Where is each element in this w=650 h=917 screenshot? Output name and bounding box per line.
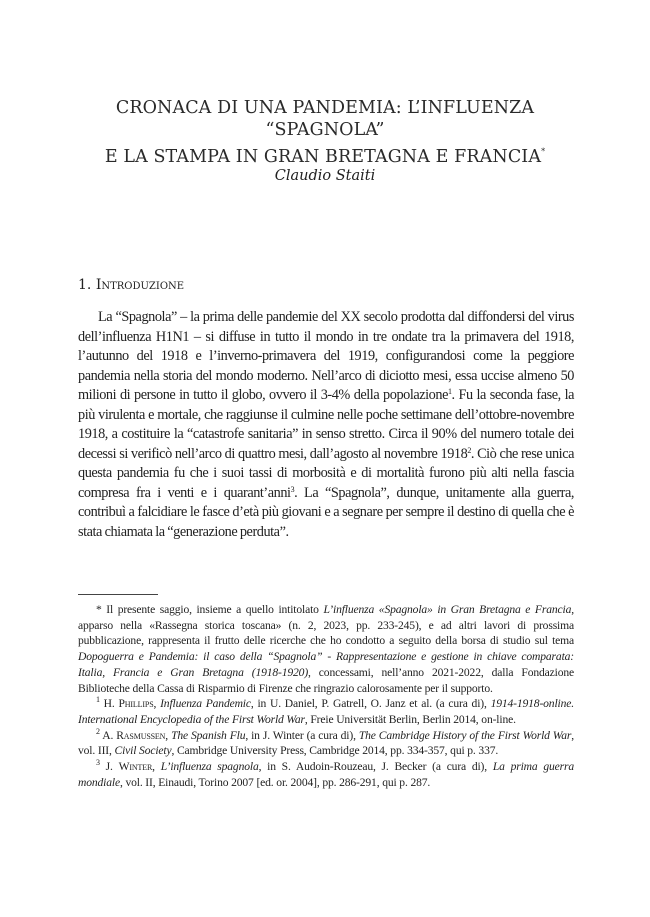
footnote-author: Winter	[118, 760, 153, 774]
footnote-2	[78, 728, 574, 759]
footnotes	[78, 602, 574, 790]
footnote-text: , vol. III,	[78, 728, 575, 758]
body-paragraph	[78, 308, 574, 542]
footnote-text: , Cambridge University Press, Cambridge 2014, pp. 334-357, qui p. 337.	[171, 744, 499, 758]
footnote-text: , in S. Audoin-Rouzeau, J. Becker (a cura di),	[258, 760, 493, 774]
title-line-1: CRONACA DI UNA PANDEMIA: L’INFLUENZA “SPAGNOLA”	[115, 98, 535, 140]
footnote-author: Rasmussen	[116, 728, 166, 742]
title-line-2: E LA STAMPA IN GRAN BRETAGNA E FRANCIA	[104, 147, 542, 167]
footnote-text: , in U. Daniel, P. Gatrell, O. Janz et al. (a cura di),	[250, 697, 491, 711]
body-text-2: . Fu la seconda fase, la più virulenta e mortale, che raggiunse il culmine nelle poche settimane dell’ottobre-novembre 1918, a costituire la “catastrofe sanitaria” in senso stretto. Circa il 90% del numero totale dei decessi si verificò nell’arco di quattro mesi, dall’agosto al novembre 1918	[78, 387, 574, 462]
title-footnote-mark[interactable]: *	[541, 147, 546, 156]
footnote-3	[78, 759, 574, 790]
footnote-italic: 1914-1918-online. International Encyclopedia of the First World War	[78, 697, 574, 726]
footnote-italic: The Spanish Flu	[171, 728, 246, 742]
footnote-text: ,	[153, 697, 161, 711]
footnote-text: A.	[99, 728, 117, 742]
footnote-text: , Freie Universität Berlin, Berlin 2014, on-line.	[304, 712, 516, 726]
body-text-4: . La “Spagnola”, dunque, unitamente alla guerra, contribuì a falcidiare le fasce d’età più giovani e a segnare per sempre il destino di quella che è stata chiamata la “generazione perduta”.	[78, 484, 574, 540]
footnote-italic: Influenza Pandemic	[160, 697, 251, 711]
footnote-text: ,	[152, 760, 161, 774]
footnote-text: , in J. Winter (a cura di),	[245, 728, 359, 742]
body-text-3: . Ciò che rese unica questa pandemia fu che i suoi tassi di morbosità e di mortalità furono più alti nella fascia compresa fra i venti e i quarant’anni	[78, 445, 574, 501]
footnote-text: ,	[165, 728, 172, 742]
footnote-ref-1[interactable]: 1	[447, 387, 452, 396]
footnote-mark: 3	[96, 758, 100, 768]
footnote-italic: L’influenza «Spagnola» in Gran Bretagna e Francia	[323, 603, 572, 616]
footnote-star	[78, 602, 574, 696]
footnote-ref-3[interactable]: 3	[290, 484, 295, 494]
footnote-divider	[78, 594, 158, 595]
section-title: Introduzione	[95, 277, 185, 293]
footnote-text: Il presente saggio, insieme a quello intitolato	[101, 603, 324, 616]
footnote-text: H.	[99, 697, 119, 711]
footnote-1	[78, 696, 574, 727]
footnote-mark: 1	[96, 695, 100, 705]
footnote-mark: 2	[96, 726, 100, 736]
footnote-italic: The Cambridge History of the First World War	[358, 728, 572, 742]
article-title	[60, 97, 590, 168]
footnote-text: , concessami, nell’anno 2021-2022, dalla Fondazione Biblioteche della Cassa di Risparmio di Firenze che ringrazio calorosamente per il supporto.	[78, 665, 574, 695]
section-heading	[78, 276, 184, 294]
section-number: 1.	[78, 277, 92, 293]
footnote-text: , vol. II, Einaudi, Torino 2007 [ed. or. 2004], pp. 286-291, qui p. 287.	[119, 775, 431, 789]
footnote-ref-2[interactable]: 2	[467, 445, 471, 455]
body-text-1: La “Spagnola” – la prima delle pandemie del XX secolo prodotta dal diffondersi del virus dell’influenza H1N1 – si diffuse in tutto il mondo in tre ondate tra la primavera del 1918, l’autunno del 1918 e l’inverno-primavera del 1919, configurandosi come la peggiore pandemia nella storia del mondo moderno. Nell’arco di diciotto mesi, essa uccise almeno 50 milioni di persone in tutto il globo, ovvero il 3-4% della popolazione	[78, 309, 574, 403]
footnote-text: J.	[99, 760, 119, 774]
footnote-italic: Civil Society	[114, 744, 172, 758]
footnote-italic: La prima guerra mondiale	[78, 760, 574, 789]
author-name: Claudio Staiti	[274, 168, 376, 184]
footnote-mark: *	[96, 603, 102, 616]
footnote-italic: L’influenza spagnola	[160, 760, 259, 774]
footnote-text: , apparso nella «Rassegna storica toscana» (n. 2, 2023, pp. 233-245), e ad altri lavori di prossima pubblicazione, rappresenta il frutto delle ricerche che ho condotto a seguito della borsa di studio sul tema	[78, 603, 574, 648]
footnote-italic: Dopoguerra e Pandemia: il caso della “Spagnola” - Rappresentazione e gestione in chiave comparata: Italia, Francia e Gran Bretagna (1918-1920)	[78, 650, 574, 679]
footnote-author: Phillips	[118, 697, 154, 711]
